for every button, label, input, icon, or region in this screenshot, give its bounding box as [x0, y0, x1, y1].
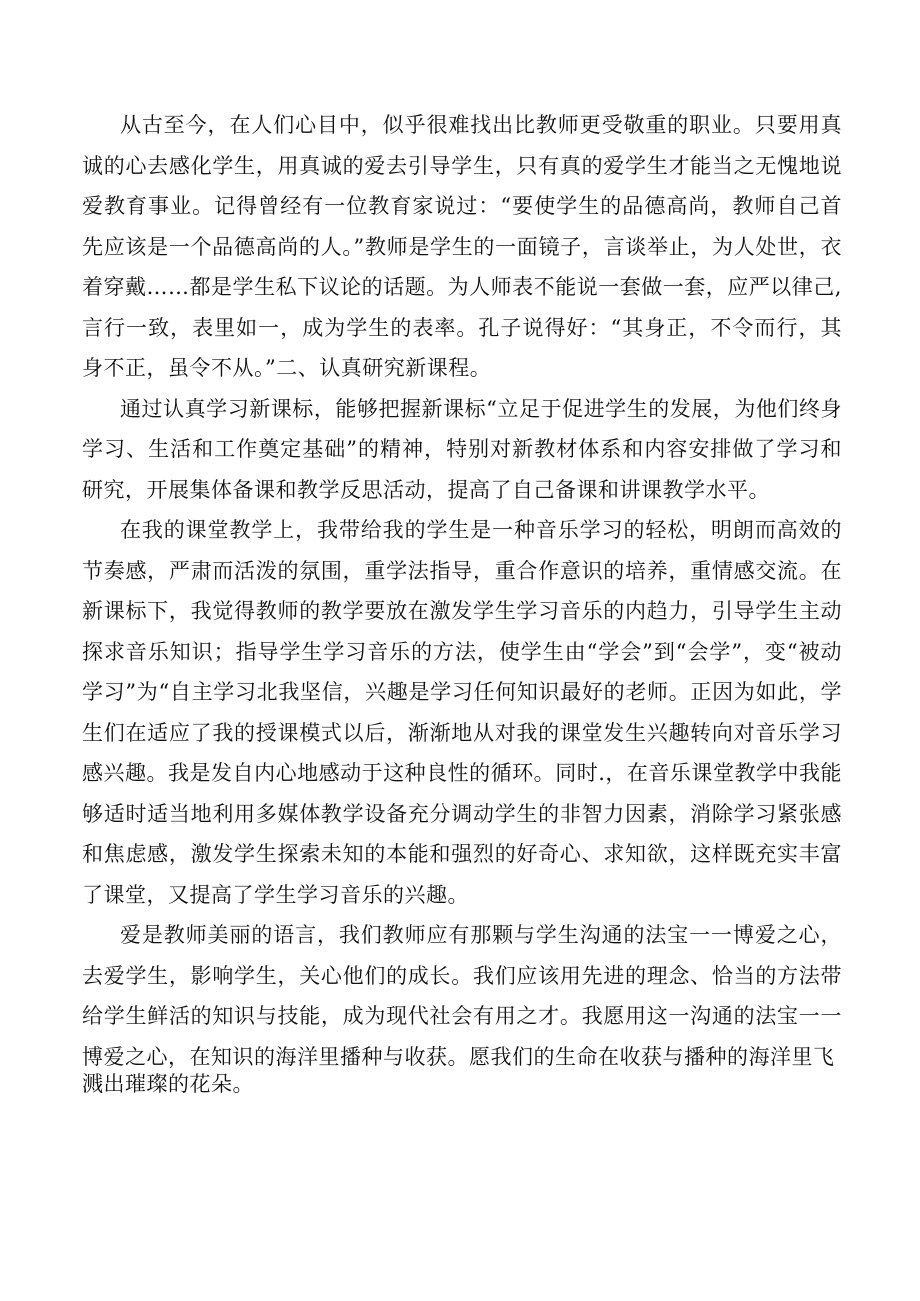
paragraph-1: 从古至今，在人们心目中，似乎很难找出比教师更受敬重的职业。只要用真诚的心去感化学生，用真诚的爱去引导学生，只有真的爱学生才能当之无愧地说爱教育事业。记得曾经有一位教育家说过：“要使学生的品德高尚，教师自己首先应该是一个品德高尚的人。”教师是学生的一面镜子，言谈举止，为人处世，衣着穿戴……都是学生私下议论的话题。为人师表不能说一套做一套，应严以律己,言行一致，表里如一，成为学生的表率。孔子说得好：“其身正，不令而行，其身不正，虽令不从。”二、认真研究新课程。: [82, 113, 842, 380]
paragraph-4: 爱是教师美丽的语言，我们教师应有那颗与学生沟通的法宝一一博爱之心，去爱学生，影响学生，关心他们的成长。我们应该用先进的理念、恰当的方法带给学生鲜活的知识与技能，成为现代社会有用之才。我愿用这一沟通的法宝一一博爱之心，在知识的海洋里播种与收获。愿我们的生命在收获与播种的海洋里飞: [82, 923, 842, 1069]
paragraph-3: 在我的课堂教学上，我带给我的学生是一种音乐学习的轻松，明朗而高效的节奏感，严肃而活泼的氛围，重学法指导，重合作意识的培养，重情感交流。在新课标下，我觉得教师的教学要放在激发学生学习音乐的内趋力，引导学生主动探求音乐知识；指导学生学习音乐的方法，使学生由“学会”到“会学”，变“被动学习”为“自主学习北我坚信，兴趣是学习任何知识最好的老师。正因为如此，学生们在适应了我的授课模式以后，渐渐地从对我的课堂发生兴趣转向对音乐学习感兴趣。我是发自内心地感动于这种良性的循环。同时.，在音乐课堂教学中我能够适时适当地利用多媒体教学设备充分调动学生的非智力因素，消除学习紧张感和焦虑感，激发学生探索未知的本能和强烈的好奇心、求知欲，这样既充实丰富了课堂，又提高了学生学习音乐的兴趣。: [82, 518, 842, 907]
paragraph-4-tail-line: 溅出璀璨的花朵。: [82, 1072, 254, 1096]
paragraph-2: 通过认真学习新课标，能够把握新课标“立足于促进学生的发展，为他们终身学习、生活和工作奠定基础”的精神，特别对新教材体系和内容安排做了学习和研究，开展集体备课和教学反思活动，提高了自己备课和讲课教学水平。: [82, 396, 842, 502]
document-body: [82, 105, 842, 1097]
